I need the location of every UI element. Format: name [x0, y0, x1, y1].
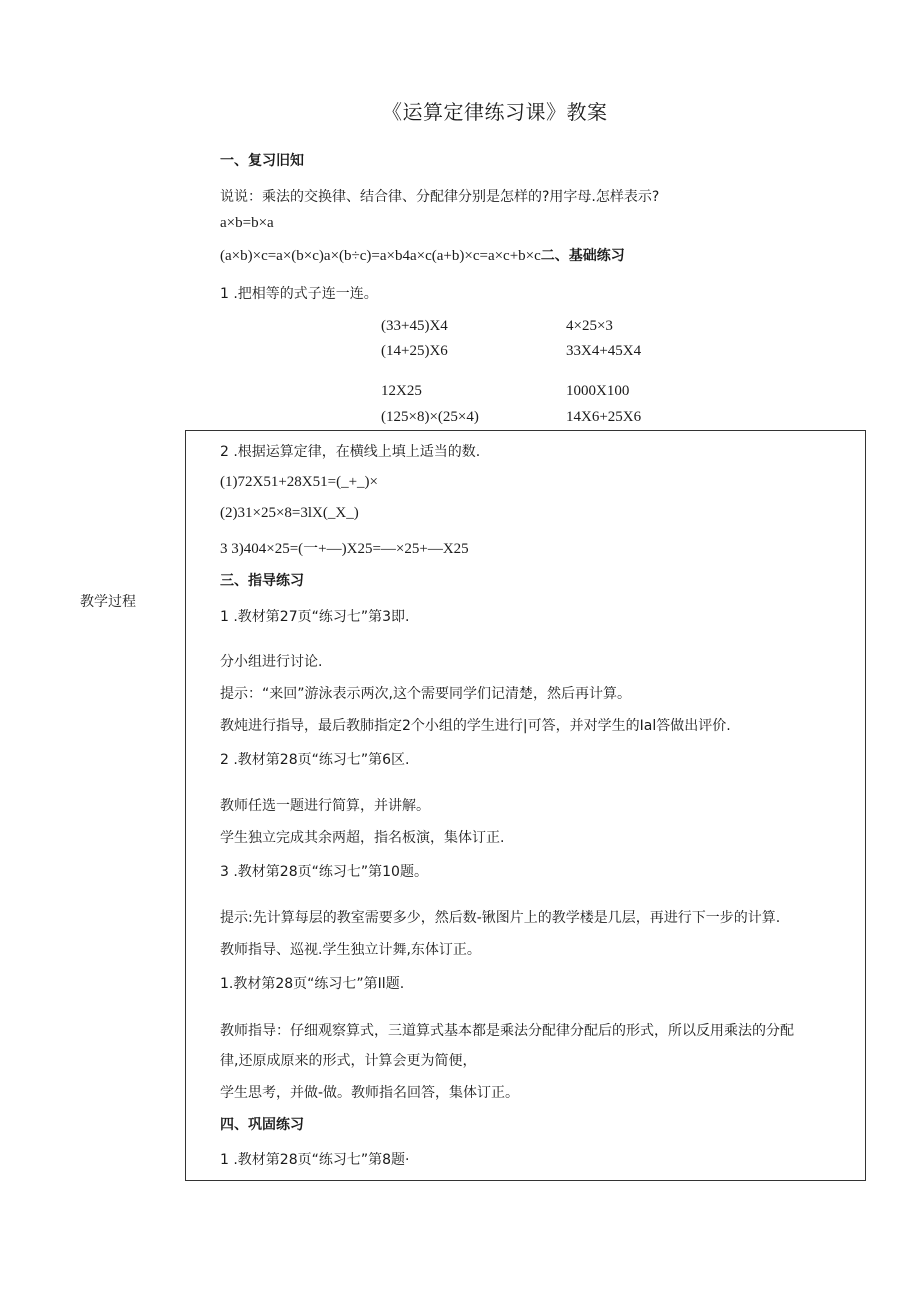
question-2-part-1: (1)72X51+28X51=(_+_)× — [220, 474, 378, 490]
side-label: 教学过程 — [80, 594, 136, 610]
exercise-note: 教师指导：仔细观察算式，三道算式基本都是乘法分配律分配后的形式，所以反用乘法的分配 — [220, 1023, 794, 1039]
formula-associative-distributive: (a×b)×c=a×(b×c)a×(b÷c)=a×b4a×c(a+b)×c=a×c+b×c — [220, 248, 541, 264]
section-heading-guided: 三、指导练习 — [220, 573, 304, 589]
match-left-item: (125×8)×(25×4) — [381, 409, 479, 425]
question-1-label: 1 .把相等的式子连一连。 — [220, 286, 378, 302]
match-left-item: 12X25 — [381, 383, 422, 399]
review-prompt: 说说：乘法的交换律、结合律、分配律分别是怎样的?用字母.怎样表示? — [220, 189, 660, 205]
exercise-item: 1 .教材第27页“练习七”第3即. — [220, 609, 410, 625]
exercise-item: 1.教材第28页“练习七”第Il题. — [220, 976, 405, 992]
exercise-note: 提示:先计算每层的教室需要多少，然后数-锹图片上的教学楼是几层，再进行下一步的计算. — [220, 910, 781, 926]
question-2-part-3: 3 3)404×25=(一+—)X25=—×25+—X25 — [220, 541, 469, 557]
formula-line — [220, 245, 625, 265]
exercise-item: 2 .教材第28页“练习七”第6区. — [220, 752, 410, 768]
match-right-item: 4×25×3 — [566, 318, 613, 334]
match-right-item: 33X4+45X4 — [566, 343, 642, 359]
question-2-part-2: (2)31×25×8=3lX(_X_) — [220, 505, 359, 521]
match-right-item: 1000X100 — [566, 383, 630, 399]
exercise-note: 律,还原成原来的形式，计算会更为简便， — [220, 1053, 477, 1069]
exercise-item: 3 .教材第28页“练习七”第10题。 — [220, 864, 428, 880]
formula-commutative: a×b=b×a — [220, 215, 274, 231]
exercise-note: 学生思考，并做-做。教师指名回答，集体订正。 — [220, 1085, 520, 1101]
section-heading-review: 一、复习旧知 — [220, 153, 304, 169]
exercise-item: 1 .教材第28页“练习七”第8题· — [220, 1152, 410, 1168]
exercise-note: 教师任选一题进行简算，并讲解。 — [220, 798, 430, 814]
section-heading-consolidation: 四、巩固练习 — [220, 1117, 304, 1133]
match-left-item: (14+25)X6 — [381, 343, 448, 359]
page-title: 《运算定律练习课》教案 — [382, 100, 608, 124]
question-2-label: 2 .根据运算定律，在横线上填上适当的数. — [220, 444, 481, 460]
exercise-note: 分小组进行讨论. — [220, 654, 323, 670]
match-left-item: (33+45)X4 — [381, 318, 448, 334]
exercise-note: 学生独立完成其余两超，指名板演，集体订正. — [220, 830, 505, 846]
exercise-note: 提示：“来回”游泳表示两次,这个需要同学们记清楚，然后再计算。 — [220, 686, 631, 702]
section-heading-basic: 二、基础练习 — [540, 248, 625, 264]
exercise-note: 教炖进行指导，最后教肺指定2个小组的学生进行|可答，并对学生的Ial答做出评价. — [220, 718, 731, 734]
exercise-note: 教师指导、巡视.学生独立计舞,东体订正。 — [220, 942, 481, 958]
match-right-item: 14X6+25X6 — [566, 409, 642, 425]
